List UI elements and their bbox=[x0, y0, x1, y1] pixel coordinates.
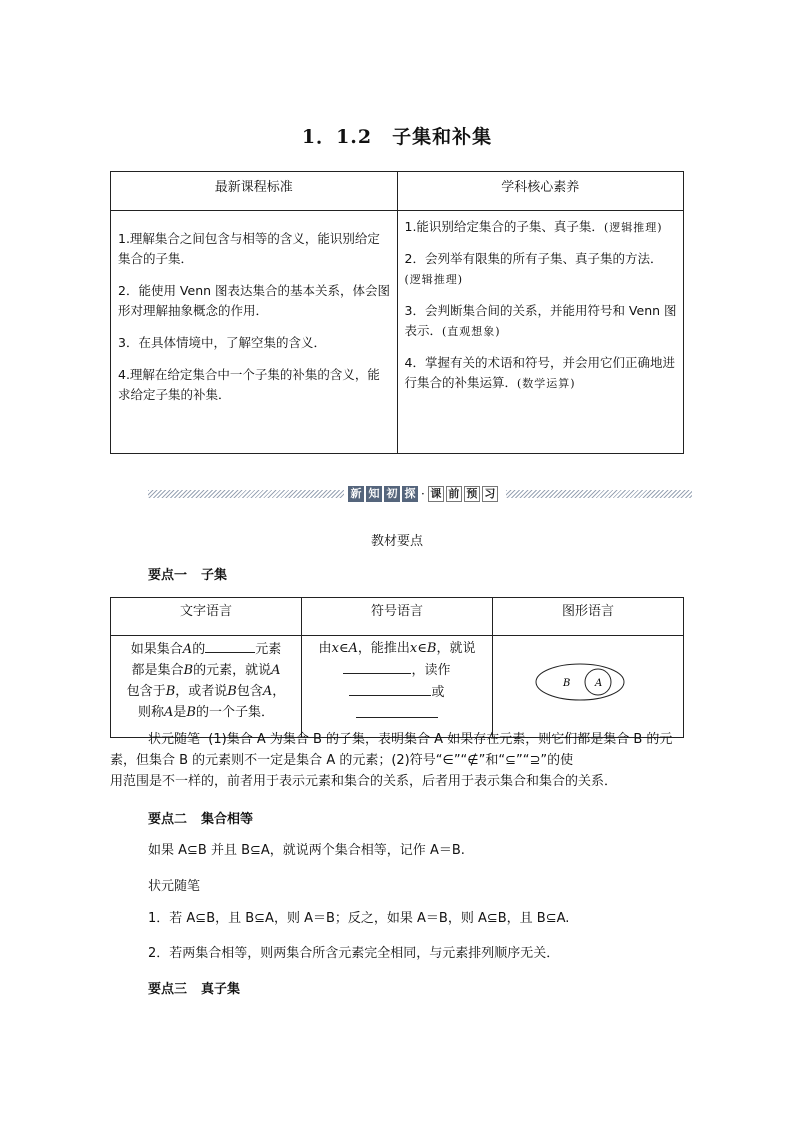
venn-label-inner: A bbox=[595, 678, 603, 689]
literacy-item: 3．会判断集合间的关系，并能用符号和 Venn 图表示．(直观想象) bbox=[404, 303, 677, 338]
fill-blank[interactable] bbox=[349, 681, 431, 696]
fill-blank[interactable] bbox=[205, 638, 255, 653]
literacy-tag: (直观想象) bbox=[442, 325, 501, 338]
point-two-heading: 要点二 集合相等 bbox=[148, 812, 254, 827]
fill-blank[interactable] bbox=[343, 659, 411, 674]
note-label: 状元随笔 bbox=[148, 732, 201, 747]
literacy-item: 1.能识别给定集合的子集、真子集．(逻辑推理) bbox=[404, 219, 663, 234]
literacy-item: 4．掌握有关的术语和符号，并会用它们正确地进行集合的补集运算．(数学运算) bbox=[404, 355, 675, 390]
header-course-standards: 最新课程标准 bbox=[111, 172, 398, 211]
banner-hatch-left bbox=[148, 490, 344, 498]
header-core-literacy: 学科核心素养 bbox=[397, 172, 684, 211]
banner-hatch-right bbox=[506, 490, 692, 498]
venn-label-outer: B bbox=[563, 678, 571, 689]
banner-chip: 知 bbox=[366, 486, 382, 502]
literacy-item: 2．会列举有限集的所有子集、真子集的方法．(逻辑推理) bbox=[404, 251, 663, 286]
literacy-tag: (逻辑推理) bbox=[603, 221, 663, 234]
banner-chips bbox=[348, 485, 500, 503]
header-text-language: 文字语言 bbox=[111, 598, 302, 636]
fill-blank[interactable] bbox=[356, 703, 438, 718]
banner-chip: 课 bbox=[428, 486, 444, 502]
note-item: 1．若 A⊆B，且 B⊆A，则 A＝B；反之，如果 A＝B，则 A⊆B，且 B⊆A. bbox=[148, 911, 570, 926]
core-literacy-cell bbox=[397, 211, 684, 454]
banner-chip: 新 bbox=[348, 486, 364, 502]
page-title: 1．1.2 子集和补集 bbox=[301, 126, 493, 148]
subset-note: 状元随笔 (1)集合 A 为集合 B 的子集，表明集合 A 如果存在元素，则它们都是集合 B 的元素，但集合 B 的元素则不一定是集合 A 的元素；(2)符号“∈”“∉”和“⊆”“⊇”的使 用范围是不一样的，前者用于表示元素和集合的关系，后者用于表示集合和集合的关系． bbox=[110, 732, 673, 789]
banner-chip: 前 bbox=[446, 486, 462, 502]
standard-item: 4.理解在给定集合中一个子集的补集的含义，能求给定子集的补集． bbox=[118, 367, 380, 402]
note-item: 2．若两集合相等，则两集合所含元素完全相同，与元素排列顺序无关． bbox=[148, 946, 560, 961]
graphic-language-cell bbox=[493, 636, 684, 738]
standard-item: 2．能使用 Venn 图表达集合的基本关系，体会图形对理解抽象概念的作用． bbox=[118, 283, 391, 318]
banner-chip: 习 bbox=[482, 486, 498, 502]
symbol-language-cell: 由x∈A，能推出x∈B，就说 ，读作 或 bbox=[302, 636, 493, 738]
standard-item: 1.理解集合之间包含与相等的含义，能识别给定集合的子集． bbox=[118, 231, 380, 266]
banner-chip: 初 bbox=[384, 486, 400, 502]
text-language-cell: 如果集合A的 元素 都是集合B的元素，就说A 包含于B，或者说B包含A， 则称A是B的一个子集． bbox=[111, 636, 302, 738]
point-one-heading: 要点一 子集 bbox=[148, 568, 228, 583]
banner-dot: · bbox=[421, 487, 425, 501]
subset-definition-table bbox=[110, 597, 684, 738]
literacy-tag: (逻辑推理) bbox=[404, 273, 464, 286]
venn-diagram bbox=[498, 638, 678, 728]
literacy-tag: (数学运算) bbox=[517, 377, 576, 390]
header-graphic-language: 图形语言 bbox=[493, 598, 684, 636]
note-label: 状元随笔 bbox=[148, 879, 201, 894]
header-symbol-language: 符号语言 bbox=[302, 598, 493, 636]
equality-definition: 如果 A⊆B 并且 B⊆A，就说两个集合相等，记作 A＝B. bbox=[148, 843, 465, 858]
standard-item: 3．在具体情境中，了解空集的含义． bbox=[118, 335, 326, 350]
section-banner bbox=[148, 485, 692, 503]
course-standards-cell bbox=[111, 211, 398, 454]
banner-chip: 预 bbox=[464, 486, 480, 502]
curriculum-standards-table bbox=[110, 171, 684, 454]
banner-chip: 探 bbox=[402, 486, 418, 502]
point-three-heading: 要点三 真子集 bbox=[148, 982, 241, 997]
section-heading: 教材要点 bbox=[370, 534, 423, 549]
